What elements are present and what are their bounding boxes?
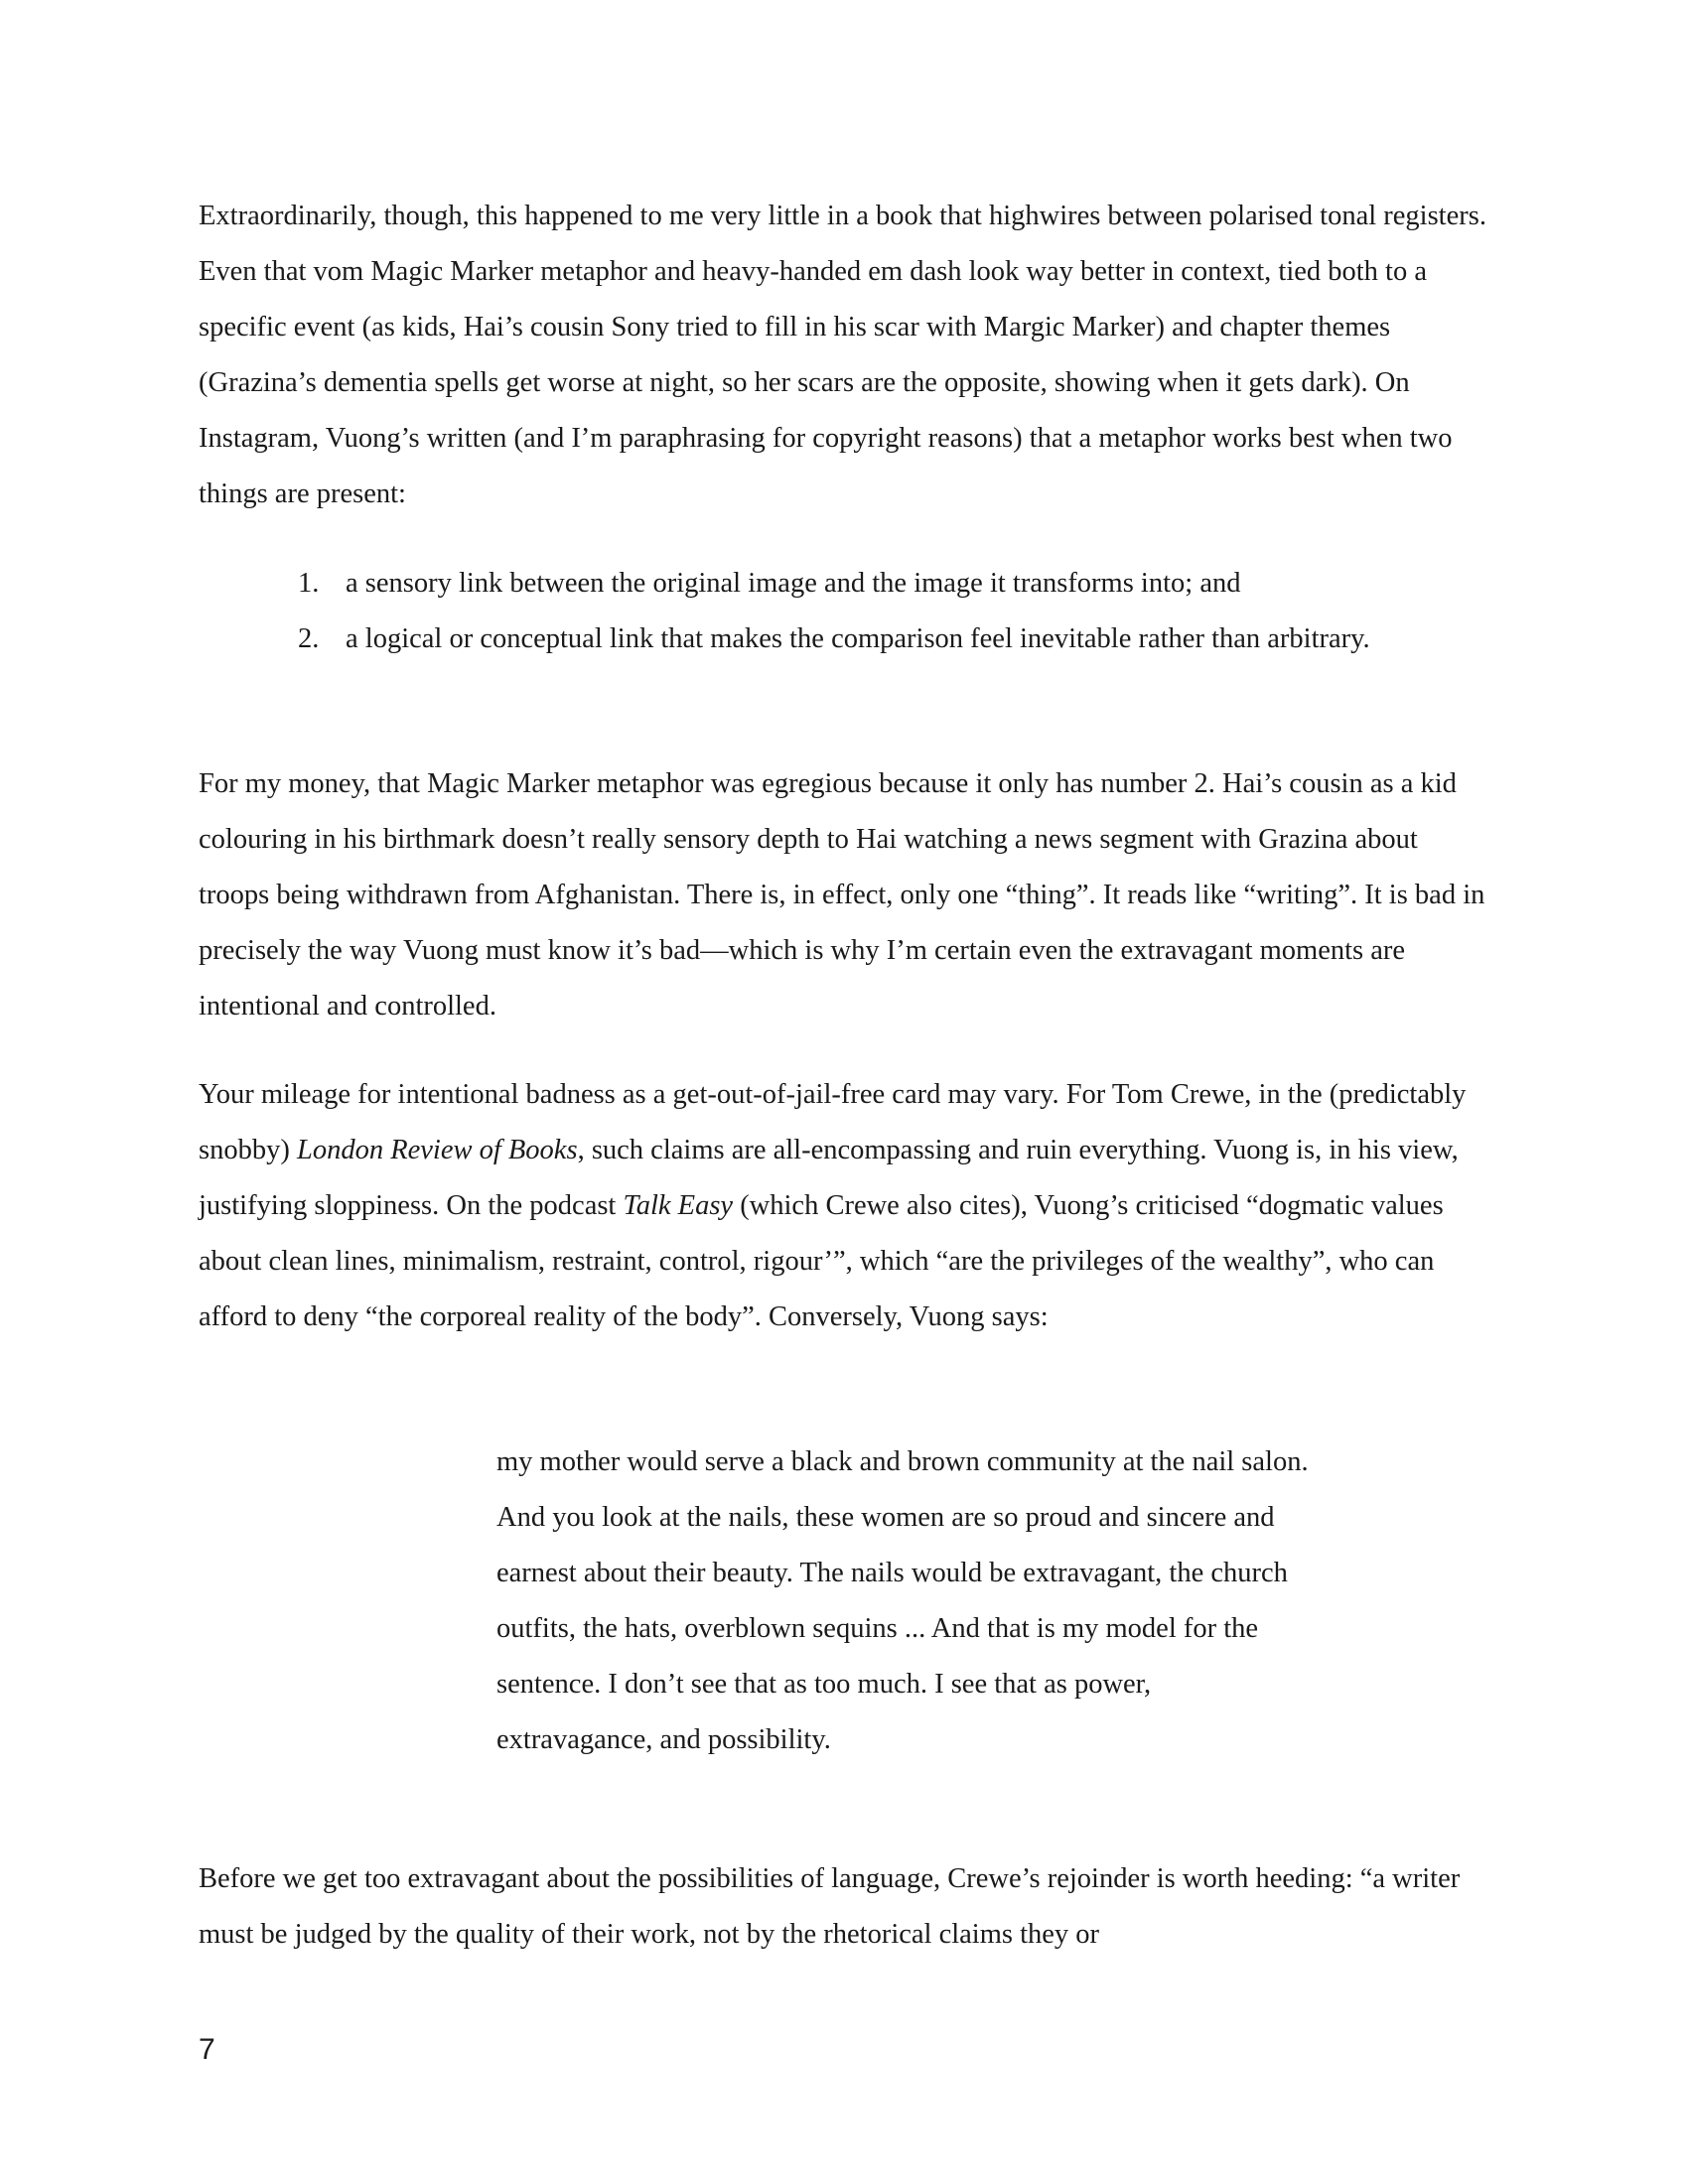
block-quote: my mother would serve a black and brown community at the nail salon. And you look at the nails, these women are so proud and sincere and earnest about their beauty. The nails would be extravagant, the church outfits, the hats, overblown sequins ... And that is my model for the sentence. I don’t see that as too much. I see that as power, extravagance, and possibility.: [496, 1446, 1309, 1755]
page-number: 7: [199, 2033, 215, 2066]
paragraph-magic-marker: For my money, that Magic Marker metaphor was egregious because it only has number 2. Hai’s cousin as a kid colouring in his birthmark doesn’t really sensory depth to Hai watching a news segment with Grazina about troops being withdrawn from Afghanistan. There is, in effect, only one “thing”. It reads like “writing”. It is bad in precisely the way Vuong must know it’s bad—which is why I’m certain even the extravagant moments are intentional and controlled.: [199, 768, 1485, 1022]
paragraph-intentional-badness: [199, 1067, 1489, 1345]
list-item: [288, 612, 1400, 667]
list-item-number: 1.: [298, 568, 320, 599]
list-item-text: a sensory link between the original image and the image it transforms into; and: [346, 568, 1241, 599]
paragraph-text: , such claims are all-encompassing and ruin everything. Vuong is, in his view, justifying sloppiness. On the podcast: [199, 1135, 1459, 1221]
podcast-title: Talk Easy: [623, 1190, 734, 1221]
list-item-number: 2.: [298, 623, 320, 654]
paragraph-text: (which Crewe also cites), Vuong’s criticised “dogmatic values about clean lines, minimalism, restraint, control, rigour’”, which “are the privileges of the wealthy”, who can afford to deny “the corporeal reality of the body”. Conversely, Vuong says:: [199, 1190, 1444, 1332]
list-item-text: a logical or conceptual link that makes the comparison feel inevitable rather than arbitrary.: [346, 623, 1370, 654]
paragraph-crewe-rejoinder: Before we get too extravagant about the possibilities of language, Crewe’s rejoinder is worth heeding: “a writer must be judged by the quality of their work, not by the rhetorical claims they or: [199, 1863, 1461, 1950]
paragraph-text: Your mileage for intentional badness as a get-out-of-jail-free card may vary. For Tom Crewe, in the (predictably snobby): [199, 1079, 1467, 1165]
paragraph-metaphor-intro: Extraordinarily, though, this happened to me very little in a book that highwires between polarised tonal registers. Even that vom Magic Marker metaphor and heavy-handed em dash look way better in context, tied both to a specific event (as kids, Hai’s cousin Sony tried to fill in his scar with Margic Marker) and chapter themes (Grazina’s dementia spells get worse at night, so her scars are the opposite, showing when it gets dark). On Instagram, Vuong’s written (and I’m paraphrasing for copyright reasons) that a metaphor works best when two things are present:: [199, 201, 1486, 509]
numbered-list: [288, 556, 1400, 667]
list-item: [288, 556, 1400, 612]
publication-title: London Review of Books: [296, 1135, 578, 1165]
